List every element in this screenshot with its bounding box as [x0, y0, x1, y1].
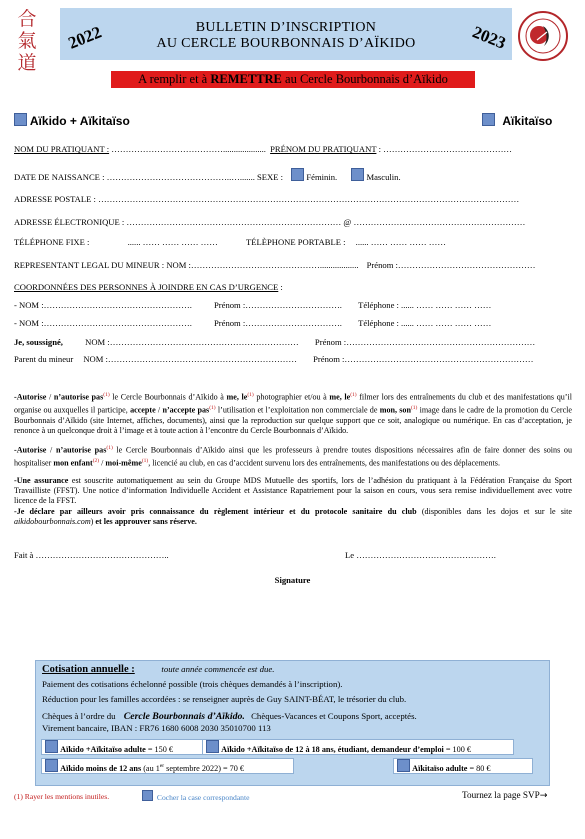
- checkbox-tarif-adulte[interactable]: [45, 740, 58, 753]
- option-aikido-aikitaiso[interactable]: [14, 113, 130, 128]
- kanji-logo: [14, 8, 40, 74]
- field-label: Prénom :…………………………….: [214, 318, 342, 328]
- cotisation-line-2: Réduction pour les familles accordées : se renseigner auprès de Guy SAINT-BÉAT, le trésorier du club.: [42, 694, 407, 704]
- field-representant-legal[interactable]: [14, 260, 535, 270]
- field-label: NOM :…………………………………………………………: [83, 354, 297, 364]
- section-title-colon: :: [278, 282, 283, 292]
- tarif-price: = 80 €: [467, 764, 491, 773]
- field-label: Parent du mineur: [14, 354, 74, 364]
- field-label: - NOM :…………………………………………….: [14, 318, 192, 328]
- option-label: Aïkitaïso: [502, 114, 553, 128]
- field-label: Prénom :…………………………………………………………: [314, 337, 536, 347]
- kanji-ai: 合: [17, 8, 37, 30]
- field-label: NOM DU PRATIQUANT :: [14, 144, 110, 154]
- tarif-label: Aïkitaïso adulte: [412, 764, 468, 773]
- tarif-aikitaiso[interactable]: [393, 758, 533, 774]
- field-label: Téléphone : ...... …… …… …… ……: [358, 318, 492, 328]
- field-label: TÉLÉPHONE FIXE :: [14, 237, 90, 247]
- field-date-le[interactable]: [345, 550, 496, 560]
- section-title: COORDONNÉES DES PERSONNES À JOINDRE EN CAS D’URGENCE: [14, 282, 279, 292]
- paragraph-assurance: -Une assurance est souscrite automatiquement au sein du Groupe MDS Mutuelle des sportifs, lors de l’adhésion du pratiquant à la Fédération Française du Sport Travailliste (FFST). Une notice d’information Individuelle Accident et Assistance Rapatriement pour la saison en cours, vous sera remise individuellement avec votre licence de la FFST.: [14, 476, 572, 506]
- header-band: [60, 8, 512, 60]
- checkbox-tarif-aikitaiso[interactable]: [397, 759, 410, 772]
- banner-strong: REMETTRE: [210, 72, 282, 86]
- field-dots: : ………………………………………: [376, 144, 513, 154]
- checkbox-tarif-moins-12[interactable]: [45, 759, 58, 772]
- urgence-contact-2[interactable]: [14, 318, 491, 328]
- field-telephones[interactable]: [14, 237, 446, 247]
- checkbox-tarif-12-18[interactable]: [206, 740, 219, 753]
- tarif-price: = 100 €: [443, 745, 471, 754]
- option-label: Aïkido + Aïkitaïso: [29, 114, 130, 128]
- title-line-1: BULLETIN D’INSCRIPTION: [195, 20, 377, 35]
- cheque-vacances: Chèques-Vacances et Coupons Sport, acceptés.: [251, 711, 417, 721]
- field-nom-pratiquant[interactable]: [14, 144, 512, 154]
- field-label: Je, soussigné,: [14, 337, 63, 347]
- club-logo-icon: [517, 10, 569, 62]
- paragraph-reglement: -Je déclare par ailleurs avoir pris connaissance du règlement intérieur et du protocole sanitaire du club (disponibles dans les dojos et sur le site aikidobourbonnais.com) et les approuver sans réserve.: [14, 507, 573, 527]
- site-link[interactable]: aikidobourbonnais.com: [14, 517, 91, 527]
- field-label: Le ………………………………………….: [345, 550, 496, 560]
- checkbox-legend-icon: [142, 790, 153, 801]
- field-date-naissance[interactable]: [14, 168, 401, 182]
- cotisation-title: Cotisation annuelle :: [42, 664, 135, 675]
- checkbox-masculin[interactable]: [351, 168, 364, 181]
- cotisation-line-1: Paiement des cotisations échelonné possible (trois chèques demandés à l’inscription).: [42, 679, 343, 689]
- field-label: ADRESSE POSTALE : …………………………………………………………………………………………………………………………………: [14, 194, 520, 204]
- field-label: Fait à ………………………………………..: [14, 550, 169, 560]
- page-title: [60, 20, 512, 52]
- field-label: - NOM :…………………………………………….: [14, 300, 192, 310]
- field-soussigne[interactable]: [14, 337, 535, 347]
- signature-label: Signature: [274, 575, 311, 585]
- tarif-moins-12[interactable]: [41, 758, 294, 774]
- footnote-cocher: [142, 790, 249, 802]
- field-label: Téléphone : ...... …… …… …… ……: [358, 300, 492, 310]
- checkbox-feminin[interactable]: [291, 168, 304, 181]
- field-adresse-postale[interactable]: [14, 194, 519, 204]
- kanji-ki: 氣: [17, 30, 37, 52]
- tarif-adulte[interactable]: [41, 739, 203, 755]
- year-right: 2023: [469, 22, 509, 53]
- turn-page-text: Tournez la page SVP: [462, 790, 540, 800]
- feminin-label: Féminin.: [306, 172, 338, 182]
- cheque-label: Chèques à l’ordre du: [42, 711, 116, 721]
- paragraph-soins: -Autorise / n’autorise pas$^{(1)}$ le Cercle Bourbonnais d’Aïkido ainsi que les professeurs à prendre toutes dispositions nécessaires afin de faire donner des soins ou hospitaliser mon enfant$^{(2)}$ / moi-même$^{(1)}$, licencié au club, en cas d’accident survenu lors des entraînements, des manifestations ou des déplacements.: [14, 445, 572, 468]
- cotisation-title-row: [42, 664, 274, 675]
- urgence-contact-1[interactable]: [14, 300, 491, 310]
- field-dots: ...... …… …… …… ……: [127, 237, 218, 247]
- field-label: DATE DE NAISSANCE : ……………………………………..…....... SEXE :: [14, 172, 284, 182]
- tarif-date: (au 1: [141, 764, 160, 773]
- field-parent[interactable]: [14, 354, 534, 364]
- footnote-rayer: (1) Rayer les mentions inutiles.: [14, 792, 110, 801]
- field-adresse-electronique[interactable]: [14, 217, 525, 227]
- cheque-order: Cercle Bourbonnais d’Aïkido.: [123, 711, 245, 722]
- field-label: ADRESSE ÉLECTRONIQUE : ………………………………………………………………… @ ……………………………………………………: [14, 217, 526, 227]
- field-label: TÉLÈPHONE PORTABLE :: [245, 237, 346, 247]
- tarif-label: Aïkido +Aïkitaïso de 12 à 18 ans, étudiant, demandeur d’emploi: [221, 745, 444, 754]
- footnote-cocher-text: Cocher la case correspondante: [156, 793, 250, 802]
- urgence-title: [14, 282, 283, 292]
- cotisation-line-3: [42, 711, 417, 722]
- masculin-label: Masculin.: [366, 172, 401, 182]
- kanji-do: 道: [17, 52, 37, 74]
- checkbox-aikido-aikitaiso[interactable]: [14, 113, 27, 126]
- field-label: REPRESENTANT LEGAL DU MINEUR : NOM :………………………………………..................: [14, 260, 359, 270]
- field-label: Prénom :…………………………….: [214, 300, 342, 310]
- arrow-right-icon: →: [539, 790, 548, 801]
- cotisation-box: [35, 660, 550, 786]
- field-label: PRÉNOM DU PRATIQUANT: [270, 144, 377, 154]
- tarif-12-18[interactable]: [202, 739, 514, 755]
- paragraph-droit-image: -Autorise / n’autorise pas$^{(1)}$ le Cercle Bourbonnais d’Aïkido à me, $le^{(1)}$ photographier et/ou à me, $le^{(1)}$ filmer lors des entraînements du club et des manifestations qu’il organise ou auxquelles il participe, accepte / n’accepte pas$^{(1)}$ l’utilisation et l’exploitation non commerciale de mon, son$^{(1)}$ image dans le cadre de la promotion du Cercle Bourbonnais d’Aïkido (site Internet, affiches, documents), ainsi que la reproduction sur quelque support que ce soit, analogique ou numérique. En cas d’acceptation, je renonce à un quelconque droit à l’image et à toute action à l’encontre du Cercle Bourbonnais d’Aïkido.: [14, 392, 573, 435]
- tarif-price: septembre 2022) = 70 €: [164, 764, 244, 773]
- field-dots: ...... …… …… …… ……: [355, 237, 446, 247]
- field-label: Prénom :…………………………………………………………: [313, 354, 534, 364]
- turn-page-note: [462, 790, 547, 801]
- banner-text-end: au Cercle Bourbonnais d’Aïkido: [281, 72, 448, 86]
- instruction-banner: [111, 71, 475, 88]
- year-left: 2022: [65, 22, 105, 53]
- club-logo: [517, 10, 569, 62]
- checkbox-aikitaiso[interactable]: [482, 113, 495, 126]
- field-label: Prénom :…………………………………………: [366, 260, 536, 270]
- field-label: NOM :…………………………………………………………: [85, 337, 299, 347]
- tarif-label: Aïkido +Aïkitaïso adulte: [60, 745, 146, 754]
- cotisation-note: toute année commencée est due.: [161, 664, 275, 674]
- option-aikitaiso[interactable]: [482, 113, 552, 128]
- field-dots: …………………………………....................: [109, 144, 266, 154]
- field-fait-a[interactable]: [14, 550, 169, 560]
- tarif-label: Aïkido moins de 12 ans: [60, 764, 142, 773]
- tarif-sup: er: [159, 763, 165, 770]
- banner-text: A remplir et à: [138, 72, 211, 86]
- cotisation-iban: Virement bancaire, IBAN : FR76 1680 6008 2030 35010700 113: [42, 723, 271, 733]
- tarif-price: = 150 €: [145, 745, 173, 754]
- title-line-2: AU CERCLE BOURBONNAIS D’AÏKIDO: [156, 36, 416, 51]
